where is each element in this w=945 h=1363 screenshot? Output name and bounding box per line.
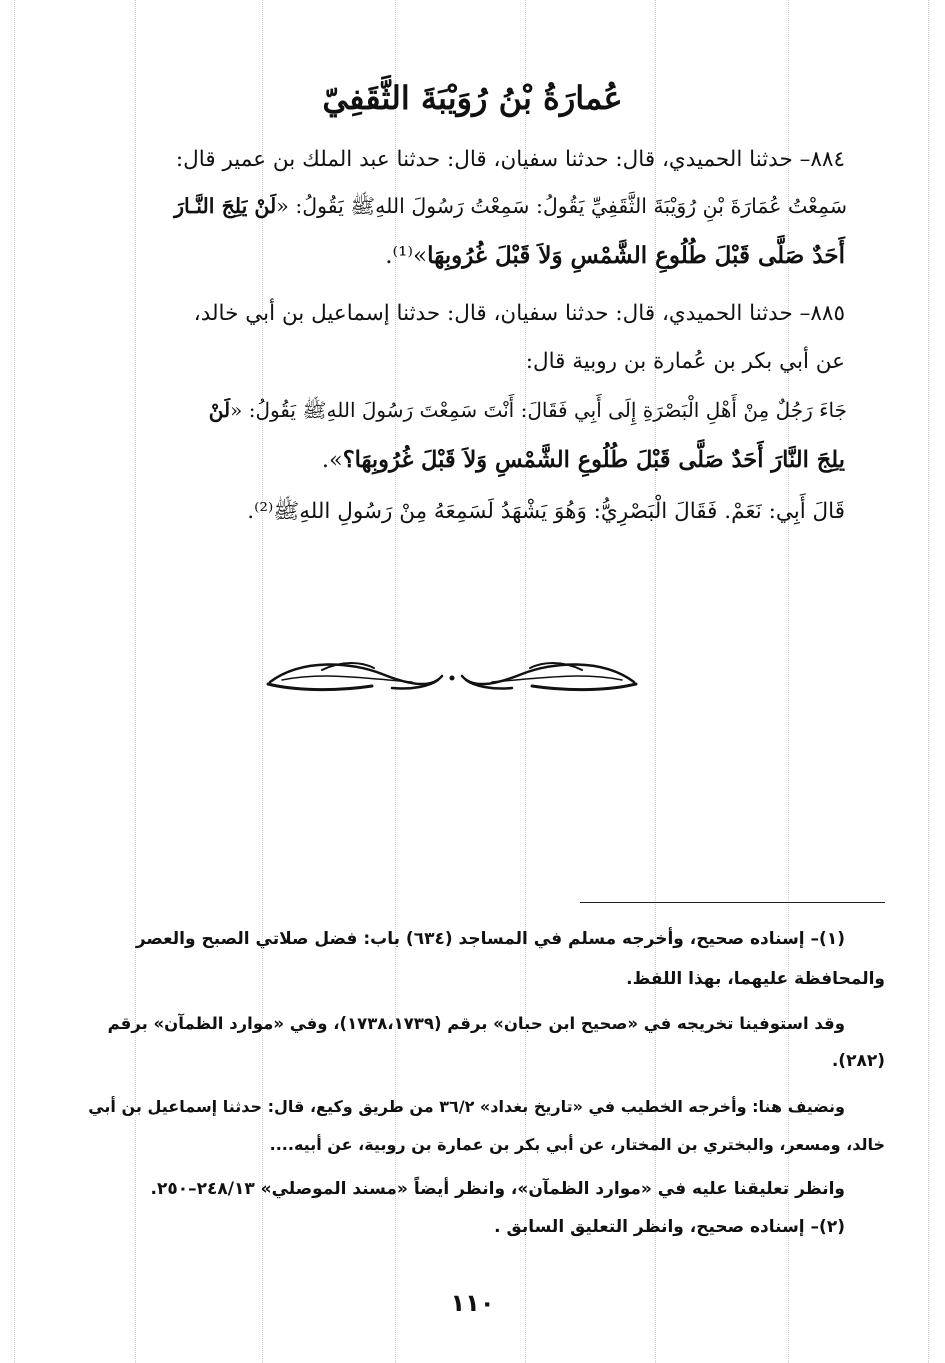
scan-guide-line [928,0,929,1363]
scan-guide-line [14,0,15,1363]
hadith-885-isnad: ٨٨٥– حدثنا الحميدي، قال: حدثنا سفيان، قال: حدثنا إسماعيل بن أبي خالد، [193,301,845,326]
hadith-884-quote-start: لَنْ يَلِجَ النَّـارَ [174,194,277,218]
footnote-1-cont: والمحافظة عليهما، بهذا اللفظ. [626,969,885,989]
footnote-1-cont: وانظر تعليقنا عليه في «موارد الظمآن»، وانظر أيضاً «مسند الموصلي» ٢٤٨/١٣–٢٥٠. [150,1179,845,1199]
footnote-1: (١)– إسناده صحيح، وأخرجه مسلم في المساجد (٦٣٤) باب: فضل صلاتي الصبح والعصر [135,929,845,949]
hadith-885-quote-start: لَنْ [208,398,231,422]
hadith-884-narration: سَمِعْتُ عُمَارَةَ بْنِ رُوَيْبَةَ الثَّقَفِيِّ يَقُولُ: سَمِعْتُ رَسُولَ اللهِﷺ يَقُولُ: « [276,194,847,218]
hadith-885-response: قَالَ أَبِي: نَعَمْ. فَقَالَ الْبَصْرِيُّ: وَهُوَ يَشْهَدُ لَسَمِعَهُ مِنْ رَسُولِ اللهِﷺ⁽²⁾. [247,499,845,524]
footnote-1-cont: (٢٨٢). [831,1051,885,1071]
hadith-884-text-line [60,188,847,224]
footnote-1-cont: ونضيف هنا: وأخرجه الخطيب في «تاريخ بغداد» ٣٦/٢ من طريق وكيع، قال: حدثنا إسماعيل بن أبي [88,1097,845,1116]
footnote-separator [580,902,885,903]
hadith-885-quote-end: يلِجَ النَّارَ أَحَدٌ صَلَّى قَبْلَ طُلُوعِ الشَّمْسِ وَلاَ قَبْلَ غُرُوبِهَا؟ [342,447,845,473]
hadith-884-footnote-ref: »⁽¹⁾. [385,243,428,269]
hadith-885-text-line [322,442,845,478]
footnote-2: (٢)– إسناده صحيح، وانظر التعليق السابق . [494,1217,845,1237]
footnote-1-cont: خالد، ومسعر، والبختري بن المختار، عن أبي بكر بن عمارة بن روبية، عن أبيه.... [269,1135,885,1154]
ornament-divider-icon [262,652,642,700]
hadith-885-quote-close: ». [321,447,343,473]
hadith-884-text-line [385,238,845,274]
hadith-885-narration: جَاءَ رَجُلٌ مِنْ أَهْلِ الْبَصْرَةِ إِلَى أَبِي فَقَالَ: أَنْتَ سَمِعْتَ رَسُولَ اللهِﷺ يَقُولُ: « [230,398,847,422]
page-title: عُمارَةُ بْنُ رُوَيْبَةَ الثَّقَفِيّ [322,79,623,117]
hadith-884-isnad: ٨٨٤– حدثنا الحميدي، قال: حدثنا سفيان، قال: حدثنا عبد الملك بن عمير قال: [175,147,845,172]
hadith-885-isnad-cont: عن أبي بكر بن عُمارة بن روبية قال: [525,349,845,374]
hadith-884-quote-end: أَحَدٌ صَلَّى قَبْلَ طُلُوعِ الشَّمْسِ وَلاَ قَبْلَ غُرُوبِهَا [427,242,845,269]
page-number: ١١٠ [450,1289,495,1317]
hadith-885-text-line [60,392,847,428]
footnote-1-cont: وقد استوفينا تخريجه في «صحيح ابن حبان» برقم (١٧٣٨،١٧٣٩)، وفي «موارد الظمآن» برقم [107,1014,845,1033]
